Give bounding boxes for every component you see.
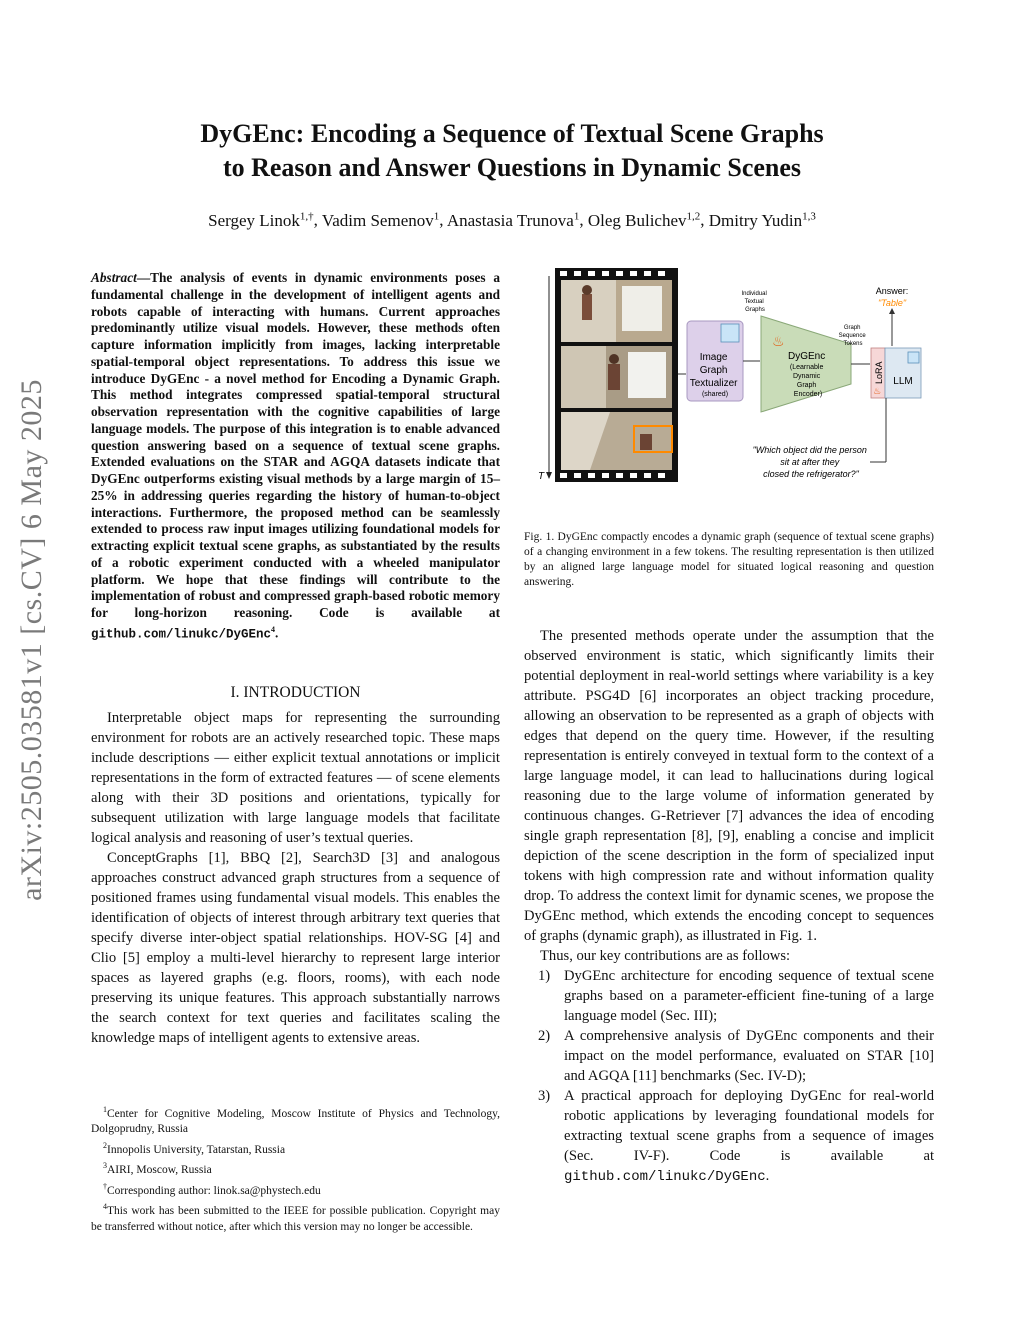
- llm-label: LLM: [893, 376, 913, 387]
- abstract-lead: Abstract: [91, 270, 137, 285]
- lora-label: LoRA: [874, 361, 884, 384]
- video-frame-3: [561, 412, 672, 470]
- question-text: "Which object did the person sit at after they closed the refrigerator?": [752, 445, 867, 479]
- video-frame-2: [561, 346, 672, 408]
- contributions-list: [524, 966, 934, 1187]
- title-line-1: DyGEnc: Encoding a Sequence of Textual Scene Graphs: [200, 119, 824, 148]
- code-link[interactable]: github.com/linukc/DyGEnc: [564, 1169, 766, 1185]
- paper-title: [90, 117, 934, 185]
- footnotes: [91, 1102, 500, 1235]
- video-frame-1: [561, 280, 672, 342]
- list-item: 1) DyGEnc architecture for encoding sequence of textual scene graphs based on a parameter-efficient fine-tuning of a large language model (Sec. III);: [538, 968, 934, 1024]
- figure-1: [530, 266, 930, 524]
- title-line-2: to Reason and Answer Questions in Dynamic Scenes: [222, 153, 802, 182]
- arrow-head: [889, 308, 895, 314]
- individual-graphs-label: Individual Textual Graphs: [741, 291, 767, 313]
- footnote: $^4$This work has been submitted to the IEEE for possible publication. Copyright may be transferred without notice, after which this version may no longer be accessible.: [91, 1202, 500, 1233]
- author: Anastasia Trunova$^1$: [446, 210, 580, 230]
- paragraph: The presented methods operate under the assumption that the observed environment is static, which significantly limits their potential deployment in real-world settings where variability is a key attribute. PSG4D [6] incorporates an object tracking procedure, allowing an observation to be represented as a graph of objects with edges that depend on the query time. However, if the resulting representation is entirely conveyed in textual form to the context of a large language model, it can lead to hallucinations during logical reasoning due to the large volume of information generated by continuous changes. G-Retriever [7] advances the idea of encoding single graph representation [8], [9], enabling a concise and implicit depiction of the scene description in the form of specialized input tokens with high compression rate and without information quality drop. To address the context limit for dynamic scenes, we propose the DyGEnc method, which extends the encoding concept to sequences of graphs (dynamic graph), as illustrated in Fig. 1.: [524, 628, 934, 944]
- code-link[interactable]: github.com/linukc/DyGEnc: [91, 627, 272, 642]
- answer-value: "Table": [877, 298, 907, 308]
- author: Vadim Semenov$^1$: [321, 210, 440, 230]
- intro-text: [91, 708, 500, 1048]
- author: Sergey Linok$^{1,\dagger}$: [208, 210, 314, 230]
- author-list: Sergey Linok$^{1,\dagger}$, Vadim Semenov$^1$, Anastasia Trunova$^1$, Oleg Bulichev$^{1,2}$, Dmitry Yudin$^{1,3}$: [208, 210, 816, 230]
- author: Dmitry Yudin$^{1,3}$: [708, 210, 816, 230]
- footnote: $^1$Center for Cognitive Modeling, Moscow Institute of Physics and Technology, Dolgoprudny, Russia: [91, 1105, 500, 1136]
- answer-label: Answer:: [875, 286, 909, 296]
- footnote: †Corresponding author: linok.sa@phystech.edu: [103, 1181, 321, 1197]
- paragraph: ConceptGraphs [1], BBQ [2], Search3D [3] and analogous approaches construct advanced graph structures from a sequence of positioned frames using fundamental visual models. This enables the identification of objects of interest through arbitrary text queries that specify diverse inter-object spatial relationships. HOV-SG [4] and Clio [5] employ a multi-level hierarchy to represent large interior spaces as layered graphs (e.g. floors, rooms), with each node preserving its unique features. This approach substantially narrows the search context for text queries and facilitates scaling the knowledge maps of intelligent agents to extensive areas.: [91, 850, 500, 1046]
- time-axis-label: T: [538, 471, 545, 482]
- paragraph: Thus, our key contributions are as follows:: [540, 948, 791, 964]
- encoder-label: DyGEnc (Learnable Dynamic Graph Encoder): [787, 351, 826, 398]
- textualizer-label: Image Graph Textualizer (shared): [689, 352, 738, 398]
- author: Oleg Bulichev$^{1,2}$: [587, 210, 701, 230]
- frozen-ice-icon: [908, 352, 919, 363]
- pipeline-diagram: [530, 266, 930, 524]
- footnote: $^2$Innopolis University, Tatarstan, Russia: [103, 1141, 286, 1156]
- abstract-body: The analysis of events in dynamic environments poses a fundamental challenge in the development of intelligent agents and robots capable of interacting with humans. Current approaches predominantly utilize visual models. However, these methods often capture information implicitly from images, lacking interpretable spatial-temporal object representations. To address this issue we introduce DyGEnc - a novel method for Encoding a Dynamic Graph. This method integrates compressed spatial-temporal structural observation representation with the cognitive capabilities of large language models. The purpose of this integration is to enable advanced question answering based on a sequence of textual scene graphs. Extended evaluations on the STAR and AGQA datasets indicate that DyGEnc outperforms existing visual methods by a large margin of 15–25% in addressing queries regarding the history of human-to-object interactions. Furthermore, the proposed method can be seamlessly extended to process raw input images utilizing foundational models for extracting explicit textual scene graphs, as substantiated by the results of a robotic experiment conducted with a wheeled manipulator platform. We hope that these findings will contribute to the implementation of robust and compressed graph-based robotic memory for long-horizon reasoning. Code is available at: [91, 270, 500, 620]
- sequence-tokens-label: Graph Sequence Tokens: [838, 325, 866, 347]
- section-heading-introduction: I. INTRODUCTION: [230, 684, 361, 701]
- list-item: 2) A comprehensive analysis of DyGEnc components and their impact on the model performance, evaluated on STAR [10] and AGQA [11] benchmarks (Sec. IV-D);: [538, 1028, 934, 1084]
- frozen-ice-icon: [721, 324, 739, 342]
- right-column-text: [524, 626, 934, 1187]
- time-axis-arrow: [546, 472, 552, 479]
- footnote: $^3$AIRI, Moscow, Russia: [103, 1161, 212, 1177]
- paragraph: Interpretable object maps for representing the surrounding environment for robots are an actively researched topic. These maps include descriptions — either explicit textual annotations or implicit representations in the form of extracted features — of scene elements along with their 3D positions and orientations, typically for subsequent utilization with large language models that facilitate logical analysis and reasoning of user’s textual queries.: [91, 710, 500, 846]
- list-item: 3) A practical approach for deploying DyGEnc for real-world robotic applications by leveraging foundational models for extracting textual scene graphs from a sequence of images (Sec. IV-F). Code is available at github.com/linukc/DyGEnc.: [538, 1088, 934, 1185]
- arxiv-watermark: arXiv:2505.03581v1 [cs.CV] 6 May 2025: [15, 379, 48, 901]
- abstract: Abstract—The analysis of events in dynamic environments poses a fundamental challenge in the development of intelligent agents and robots capable of interacting with humans. Current approaches predominantly utilize visual models. However, these methods often capture information implicitly from images, lacking interpretable spatial-temporal object representations. To address this issue we introduce DyGEnc - a novel method for Encoding a Dynamic Graph. This method integrates compressed spatial-temporal structural observation representation with the cognitive capabilities of large language models. The purpose of this integration is to enable advanced question answering based on a sequence of textual scene graphs. Extended evaluations on the STAR and AGQA datasets indicate that DyGEnc outperforms existing visual methods by a large margin of 15–25% in addressing queries regarding the history of human-to-object interactions. Furthermore, the proposed method can be seamlessly extended to process raw input images utilizing foundational models for extracting explicit textual scene graphs, as substantiated by the results of a robotic experiment conducted with a wheeled manipulator platform. We hope that these findings will contribute to the implementation of robust and compressed graph-based robotic memory for long-horizon reasoning. Code is available at github.com/linukc/DyGEnc$^4$.: [91, 270, 500, 642]
- fire-icon: ♨: [873, 386, 882, 396]
- figure-caption: Fig. 1. DyGEnc compactly encodes a dynamic graph (sequence of textual scene graphs) of a changing environment in a few tokens. The resulting representation is then utilized by an aligned large language model for situated logical reasoning and question answering.: [524, 531, 934, 588]
- fire-icon: ♨: [772, 333, 785, 349]
